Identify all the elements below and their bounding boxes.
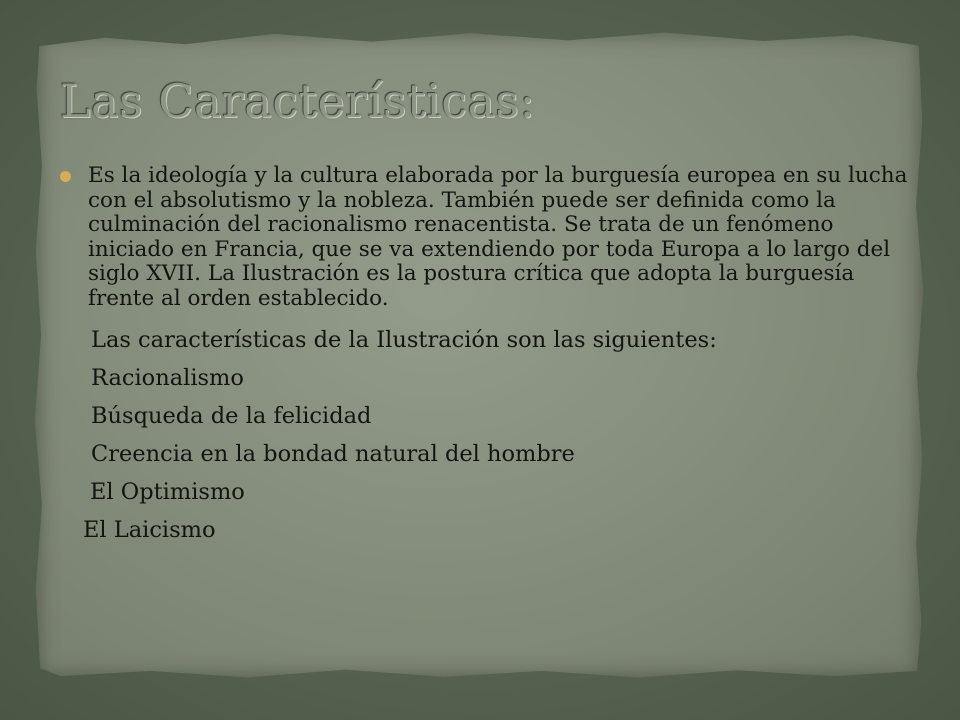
list-item-racionalismo: Racionalismo xyxy=(91,365,244,391)
list-item-optimismo: El Optimismo xyxy=(90,479,245,505)
bullet-dot-icon xyxy=(60,171,71,182)
list-item-laicismo: El Laicismo xyxy=(83,517,216,543)
list-item-bondad-natural: Creencia en la bondad natural del hombre xyxy=(91,441,575,467)
slide-content xyxy=(58,164,908,549)
list-intro: Las características de la Ilustración son las siguientes: xyxy=(91,327,717,353)
bullet-paragraph xyxy=(58,164,908,311)
bullet-text: Es la ideología y la cultura elaborada por la burguesía europea en su lucha con el absolutismo y la nobleza. También puede ser definida como la culminación del racionalismo renacentista. Se trata de un fenómeno iniciado en Francia, que se va extendiendo por toda Europa a lo largo del siglo XVII. La Ilustración es la postura crítica que adopta la burguesía frente al orden establecido. xyxy=(88,163,908,311)
list-item-felicidad: Búsqueda de la felicidad xyxy=(91,403,372,429)
slide-title: Las Características: xyxy=(60,74,536,128)
